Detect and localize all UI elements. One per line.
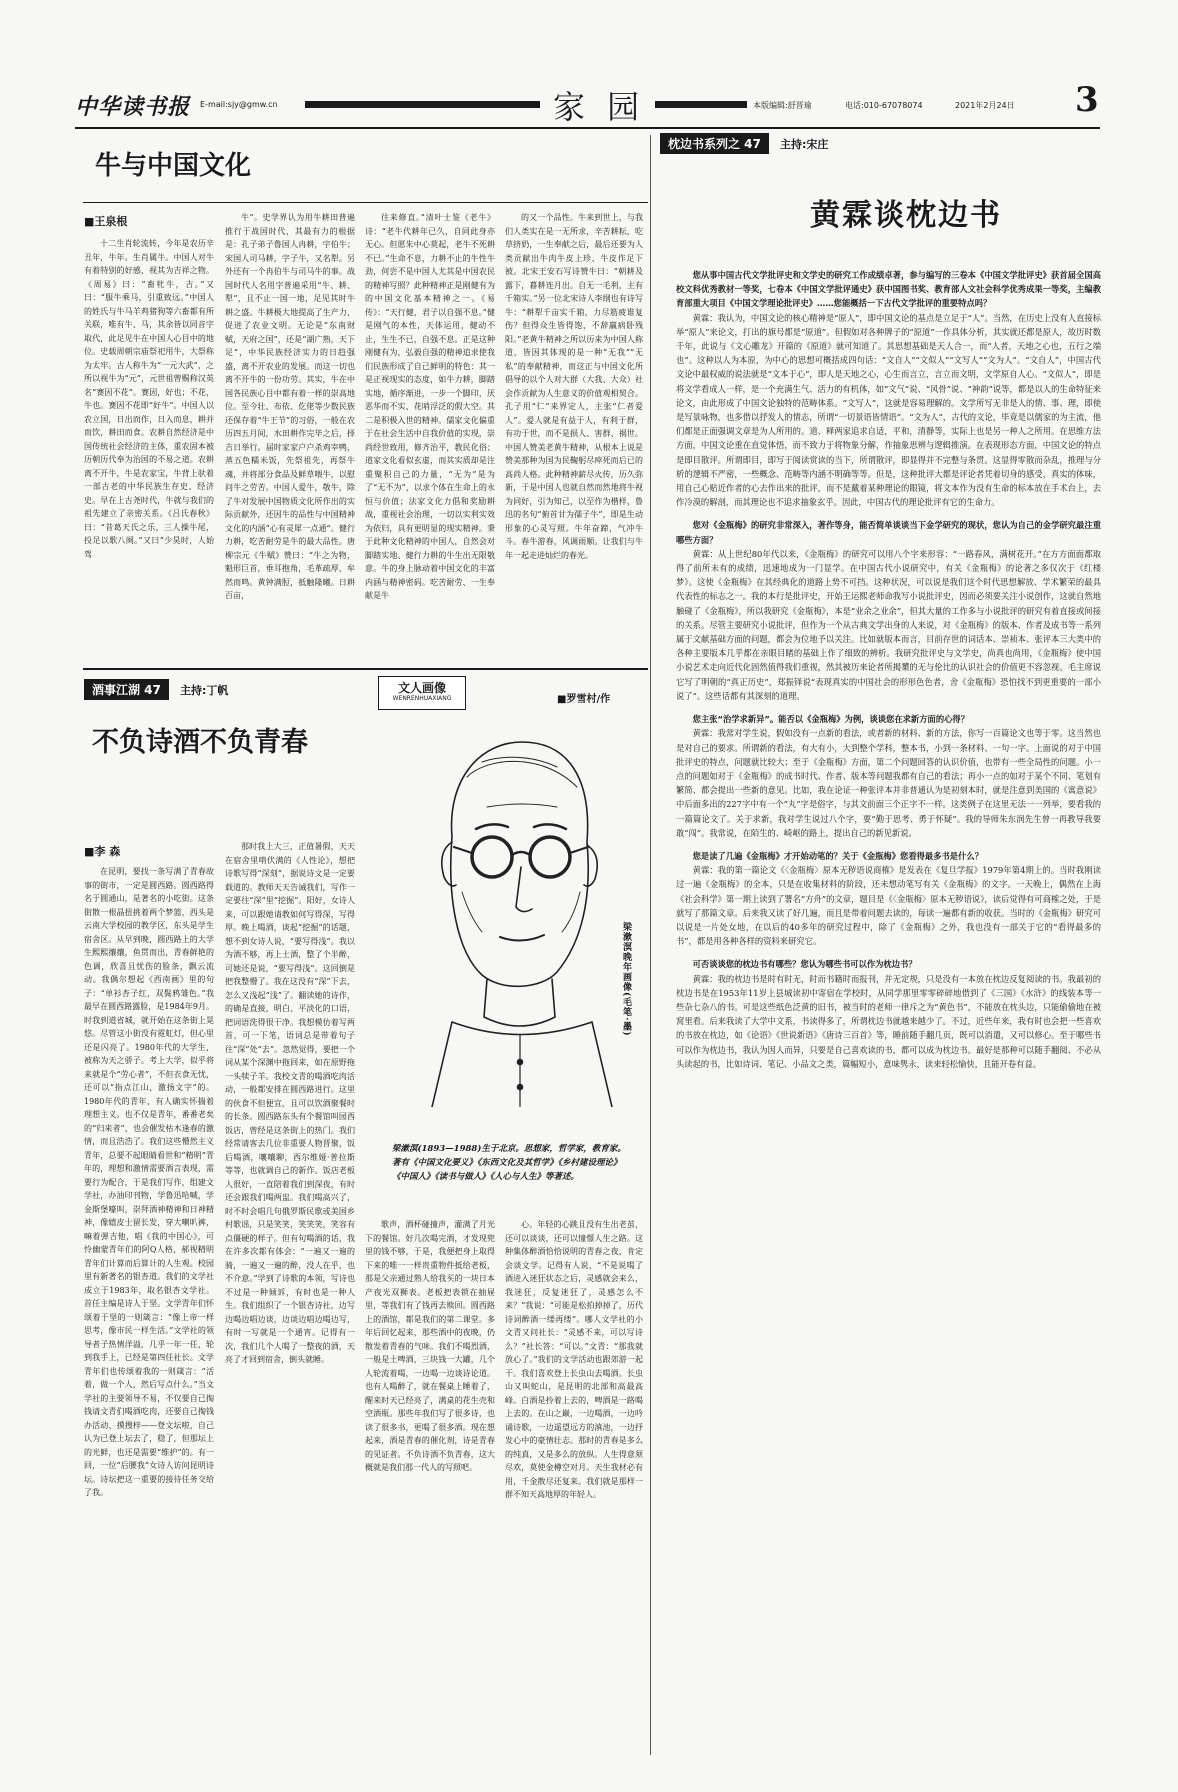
article-books-header — [660, 133, 828, 154]
portrait-glasses-right — [530, 837, 570, 877]
article-books-answer-3: 黄霖：我常对学生说，假如没有一点新的看法，或者新的材料、新的方法，你写一百篇论文也等于零。这当然也是对自己的要求。所谓新的看法，有大有小，大到整个学科，整本书，小到一条材料、一句一字。上面说的对于中国批评史的特点，问题就比较大；至于《金瓶梅》方面，第二个问题回答的认识价值，也带有一些全局性的问题。小一点的问题如对于《金瓶梅》的成书时代、作者、版本等问题我都有自己的看法；再小一点的如对于某个不同、笔划有繁简、都会提出一些新的意见。比如，我在论证一种张评本并非普通认为是初刻本时，就是注意到美国的《寓意说》中后面多出的227字中有一个“丸”字是俗字，与其文前面三个正字不一样。这类例子在这里无法一一列举，要看我的一篇篇论文了。关于求新，我对学生说过八个字，要“勤于思考、勇于怀疑”。我的导师朱东润先生曾一再教导我要敢“闯”。我常说，在陌生的、崎岖的路上，提出自己的新见新说。 — [676, 728, 1101, 838]
masthead-right-bar — [655, 101, 747, 108]
portrait-caption: 梁漱溟(1893—1988)生于北京。思想家，哲学家，教育家。著有《中国文化要义》《东西文化及其哲学》《乡村建设理论》《中国人》《读书与做人》《人心与人生》等著述。 — [392, 1144, 626, 1182]
article-poetry-col3-text: 歌声，酒杯碰撞声，灌满了月光下的餐馆。好几次喝完酒，才发现兜里的钱不够，于是，我便把身上取得下来的唯一一样贵重物件抵给老板，那是父亲通过熟人给我买的一块日本产夜光双狮表。老板把表锁在抽屉里，等我们有了钱再去赎回。圆西路上的酒馆，都是我们的第二课堂。多年后回忆起来，那些酒中的夜晚，仍散发着青春的气味。我们不喝烈酒，一般是土啤酒，三块钱一大罐，几个人轮流着喝，一边喝一边谈诗论道。也有人喝醉了，就在餐桌上睡着了，醒来时天已经亮了，满桌的花生壳和空酒瓶。那些年我们写了很多诗，也读了很多书，更喝了很多酒。现在想起来，酒是青春的催化剂，诗是青春的见证者。不负诗酒不负青春，这大概就是我们那一代人的写照吧。 — [365, 1220, 495, 1472]
masthead-left-bar — [305, 101, 540, 108]
column-host-poetry: 主持:丁帆 — [179, 684, 229, 697]
article-poetry-column-4 — [505, 1218, 643, 1755]
portrait-label-box — [378, 676, 466, 710]
article-books-question-2: 您对《金瓶梅》的研究非常深入，著作等身，能否简单谈谈当下金学研究的现状，您认为自己的金学研究最注重哪些方面？ — [676, 520, 1101, 545]
masthead-date: 2021年2月24日 — [955, 101, 1015, 110]
column-host-books: 主持:宋庄 — [779, 138, 829, 151]
article-poetry-col2-text: 那时我上大三，正值暑假，天天在宿舍里啃伏满的《人性论》，想把诗歌写得“深刻”，据说诗文是一定要载道的。教师天天告诫我们，写作一定要往“深”里“挖掘”。阳好，女诗人来，可以跟她请教如何写得深，写得厚。晚上喝酒，谈起“挖掘”的话题，想不到女诗人说，“要写得浅”。我以为酒不够，再上土酒，整了个半醉，可她还是说，“要写得浅”。这回倒是把我整懵了。我在这没有“深”下去，怎么又浅起“浅”了。翻读她的诗作，的确是直接，明白、平淡化的口语，把词语洗得很干净。我想模仿着写两首，可一下笔，语词总是带着句子往“深”处“去”。忽然觉得，要把一个词从某个深渊中拖回来，如在原野拖一头犊子羊。我校文青的喝酒吃肉活动，一般都安排在圆西路进行。这里的伙食不但便宜，且可以饮酒聚餐时的长条。圆西路东头有个餐馆叫园西饭店，曾经是这条街上的热门。我们经常请客去几位非重要人物晋聚，饭后喝酒，嚷嚷聊，西尔维娅·普拉斯等等，也就调自己的新作。饭店老板人很好，一直陪着我们到深夜，有时还会跟我们喝两盅。我们喝高兴了，时不时会唱几句俄罗斯民歌或美国乡村歌谣，只是笑笑，笑笑笑，笑容有点僵硬的样子。但有句喝酒的话，我在许多次都有体会：“一遍又一遍的骑，一遍又一遍的醉，没人在乎，也不介意。”学到了诗歌的本领，写诗也不过是一种倾诉，有时也是一种人生。我们组织了一个银杏诗社，边写边喝边唱边谈，边谈边唱边喝边写，有时一写就是一个通宵。记得有一次，我们几个人喝了一整夜的酒，天亮了才回到宿舍，倒头就睡。 — [225, 842, 355, 1364]
article-ox-title-rule — [83, 202, 648, 203]
masthead-email: E-mail:sjy@gmw.cn — [200, 100, 278, 109]
article-books-answer-2: 黄霖：从上世纪80年代以来，《金瓶梅》的研究可以用八个字来形容：“一路春风，满树花开。”在方方面面都取得了前所未有的成绩，迅速地成为一门显学。在中国古代小说研究中，有关《金瓶梅》的论著之多仅次于《红楼梦》。这使《金瓶梅》在其经典化的道路上势不可挡。这种状况，可以说是我们这个时代思想解放、学术繁荣的最具代表性的标志之一。我的本行是批评史，开始王运熙老师命我写小说批评史，因而必须要关注小说创作，这就自然地触碰了《金瓶梅》，所以我研究《金瓶梅》，本是“业余之业余”，但其大量的工作多与小说批评的研究有着直接或间接的关系。尽管主要研究小说批评，但作为一个从古典文学出身的人来说，对《金瓶梅》的版本、作者及成书等一系列属于文献基础方面的问题，都会为位地予以关注。比如就版本而言，目前存世的词话本、崇祯本、张评本三大类中的各种主要版本几乎都在亲眼目睹的基础上作了细致的辨析。我研究批评史与文学史，尚真也尚用，《金瓶梅》使中国小说艺术走向近代化固然值得我们重视，然其被历来论者所揭櫫的无与伦比的认识社会的价值更不容忽视。毛主席说它写了明朝的“真正历史”，郑振铎说“表现真实的中国社会的形形色色者，舍《金瓶梅》恐怕找不到更重要的一部小说了”。这些话都有其深刻的道理。 — [676, 548, 1101, 701]
article-ox-column-3 — [365, 211, 495, 657]
portrait-artist: ■罗雪村/作 — [557, 694, 611, 705]
article-books-question-3: 您主张“治学求新异”。能否以《金瓶梅》为例，谈谈您在求新方面的心得？ — [692, 714, 970, 725]
left-section-divider — [83, 668, 648, 670]
portrait-vertical-caption: 梁漱溟晚年画像(毛笔·墨) — [621, 922, 631, 1037]
article-poetry-column-3 — [365, 1218, 495, 1755]
portrait-label: 文人画像 — [397, 681, 446, 695]
masthead-editor: 本版编辑:舒晋瑜 — [753, 101, 812, 110]
article-ox-col4-text: 的又一个品性。牛来到世上，与我们人类实在是一无所求，辛苦耕耘，吃草挤奶，一生奉献之后，最后还要为人类贡献出牛肉牛皮上珍、牛皮作足下被。北宋王安石写诗赞牛曰：“朝耕及露下，暮耕连月出。自无一毛利，主有千箱实。”另一位北宋诗人李纲也有诗写牛：“耕犁千亩实千箱，力尽筋疲谁复伤？但得众生皆得饱，不辞羸病卧残阳。”老黄牛精神之所以历来为中国人称道，皆因其体现的是一种“无我”“无私”的奉献精神，而这正与中国文化所倡导的以个人对大群（大我、大众）社会作贡献为人生意义的价值观相契合。孔子用“仁”来界定人，主张“仁者爱人”。爱人就是有益于人，有利于群，有功于世，而不是损人、害群、祸世。中国人赞美老黄牛精神，从根本上说是赞美那种为国为民鞠躬尽瘁死而后已的高尚人格。此种精神薪尽火传，历久弥新，于是中国人也就自然而然地将牛视为同好，引为知己，以至作为楷样，鲁迅的名句“俯首甘为孺子牛”，即是生动形象的心灵写照。牛年奋蹄，气冲牛斗。春牛游春，风调雨顺。让我们与牛年一起走进灿烂的春光。 — [505, 213, 643, 560]
article-books-question-4: 您是读了几遍《金瓶梅》才开始动笔的？关于《金瓶梅》您看得最多书是什么？ — [692, 850, 983, 861]
page-number: 3 — [1075, 80, 1099, 120]
section-title: 家 园 — [553, 88, 646, 126]
article-ox-col1-text: 十二生肖轮流转，今年是农历辛丑年，牛年。生肖属牛。中国人对牛有着特别的好感，视其为吉祥之物。《周易》曰：“畜牝牛，吉。”又曰：“服牛乘马，引重致远。”中国人的姓氏与牛马羊鸡猪狗等六畜都有所关联，唯有牛、马，其余皆以同音字取代，此足见牛在中国人心目中的地位。史载周朝宗庙祭祀用牛，大祭称为太牢。古人称牛为“一元大武”，之所以视牛为“元”，元世祖曾赐称汉英名“赛因不花”。赛因，好也；不花，牛也。赛因不花即“好牛”。中国人以农立国，日出而作，日入而息，耕并而饮，耕田而食。农耕自然经济是中国传统社会经济的主体，重农固本被历朝历代奉为治国的不易之道。农耕离不开牛，牛是农家宝，牛背上驮着一部古老的中华民族生存史、经济史。早在上古尧时代，牛就与我们的祖先建立了亲密关系。《吕氏春秋》曰：“昔葛天氏之乐，三人操牛尾，投足以歌八阕。”又曰“少昊时，人始驾 — [84, 239, 214, 559]
article-poetry-col4-text: 心。年轻的心跳且没有生出老茧，还可以谈谈，还可以憧憬人生之路。这种集体醉酒恰恰说明的青春之夜，肯定会谈文学。记得有人说，“不是说喝了酒进入迷狂状态之后，灵感就会来么，我迷狂，反复迷狂了，灵感怎么不来？”我说：“可能是松拍掉掉了，历代诗词醉酒一缕再缕”。哪人文学社的小文青又问社长：“灵感不来，可以写诗么？”社长答：“可以。”文青：“那我就放心了。”我们的文学活动也跟郊游一起干。我们喜欢登上长虫山去喝酒。长虫山又叫蛇山，是昆明的北部和高最高峰。白酒是拎着上去的，啤酒是一路喝上去的。在山之巅，一边喝酒，一边吟诵诗歌，一边遥望远方的滇池，一边抒发心中的豪情壮志。那时的青春是多么的纯真，又是多么的放纵。人生得意须尽欢，莫使金樽空对月。天生我材必有用，千金散尽还复来。我们就是那样一群不知天高地厚的年轻人。 — [505, 1220, 643, 1499]
article-books-body — [676, 268, 1101, 1753]
portrait-glasses-bridge — [512, 852, 530, 855]
masthead — [75, 80, 1100, 128]
article-ox-column-4 — [505, 211, 643, 657]
article-books-title: 黄霖谈枕边书 — [810, 198, 1002, 233]
article-ox-column-2 — [225, 211, 355, 657]
portrait-box — [372, 672, 644, 1202]
portrait-drawing — [392, 717, 632, 1107]
portrait-label-en: WENRENHUAXIANG — [392, 695, 452, 702]
article-ox-title: 牛与中国文化 — [95, 151, 252, 181]
portrait-mouth — [500, 935, 544, 941]
portrait-nose — [516, 867, 532, 912]
article-books-intro: 您从事中国古代文学批评史和文学史的研究工作成绩卓著，参与编写的三卷本《中国文学批评史》获首届全国高校文科优秀教材一等奖，七卷本《中国文学批评通史》获中国图书奖、教育部人文社会科学优秀成果一等奖，主编教育部重大项目《中国文学理论批评史》……您能概括一下古代文学批评的重要特点吗？ — [676, 270, 1101, 309]
article-books-question-5: 可否谈谈您的枕边书有哪些？您认为哪些书可以作为枕边书？ — [692, 959, 917, 970]
article-ox-col3-text: 往来修直。”清叶士鉴《老牛》诗：“老牛代耕年已久，自同此身亦无心。但愿朱中心莫起，老牛不死耕不已。”生命不息，力耕不止的牛性牛劲，何尝不是中国人尤其是中国农民的精神写照？此种精神正是刚健有为的中国文化基本精神之一。《易传》：“天行健，君子以自强不息。”健是刚气的本性，天体运用，健动不止，生生不已，自强不息。正是这种刚健有为，弘毅自强的精神追求使我们民族形成了自己鲜明的特色：其一是正视现实的态度，如牛力耕，脚踏实地，循序渐进，一步一个脚印，厌恶华而不实、花哨浮泛的假大空。其二是积极入世的精神。儒家文化偏重于在社会生活中自我价值的实现，崇尚经世致用，修齐治平，教民化俗；道家文化看似玄虚，而其实质却是注重聚积自己的力量，“无为”是为了“无不为”，以求个体在生命上的永恒与价值；法家文化力倡和奖励耕战，重视社会治理，一切以实利实效为依归，具有更明显的现实精神。秉于此种文化精神的中国人，自然会对脚踏实地、健行力耕的牛生出无限敬意。牛的身上脉动着中国文化的丰富内涵与精神密码。吃苦耐劳、一生奉献是牛 — [365, 213, 495, 600]
page-vertical-divider — [650, 135, 651, 1755]
article-books-answer-1: 黄霖：我认为，中国文论的核心精神是“原人”，即中国文论的基点是立足于“人”。当然，在历史上没有人直接标举“原人”来论文，打出的旗号都是“原道”。但假如对各种牌子的“原道”一作具体分析，其实就还都是原人，故历时数千年，此说与《文心雕龙》开篇的《原道》就可知道了。其思想基础是天人合一，而“人者，天地之心也，五行之端也”。这种以人为本原，为中心的思想可概括成四句话：“文自人”“文似人”“文写人”“文为人”。“文自人”，中国古代文论中最权威的说法就是“文本于心”，即人是天地之心，心生而言立，言立而文明，文学原自人心。“文似人”，即是将文学看成人一样，是一个充满生气、活力的有机体，如“文气”说、“风骨”说、“神韵”说等，都是以人的生命特征来论文，由此形成了中国文论独特的范畴体系。“文写人”，这就是容易理解的。文学所写无非是人的情、事、理，即使是写景咏物，也多借以抒发人的情志，所谓“一切景语皆情语”。“文为人”，古代的文论，毕竟是以儒家的为主流，他们都是正面强调文章是为人所用的。道、释两家追求自适，平和，清静等，实际上也是另一种人之所用。在思维方法方面，中国文论重在直觉体悟，而不致力于将物象分解，作抽象思辨与逻辑推演。在表现形态方面，中国文论的特点是即目散评。所谓即目，即写于阅读赏读的当下，所谓散评，即显得并不完整与条贯。这显得零散而杂乱，推理与分析的逻辑不严密，一些概念、范畴等内涵不明确等等。但是，这种批评大都是评论者凭着切身的感受，真实的体味，用自己心贴近作者的心去作出来的批评，而不是戴着某种理论的眼镜，将文本作为没有生命的标本放在手术台上，去作冷漠的解剖，而其理论也不追求抽象玄乎。因此，中国古代的理论批评有它的生命力。 — [676, 312, 1101, 508]
article-books-answer-4: 黄霖：我的第一篇论文《〈金瓶梅〉原本无秽语说商榷》是发表在《复旦学报》1979年第4期上的。当时我刚读过一遍《金瓶梅》的全本，只是在收集材料的阶段，还未想动笔写有关《金瓶梅》的文字。一天晚上，偶然在上海《社会科学》第一期上读到了署名“方舟”的文章，题目是《〈金瓶梅〉原本无秽语说》，读后觉得有可商榷之处，于是就写了那篇文章。后来我又读了好几遍，而且是带着问题去读的，每读一遍都有新的收获。当时的《金瓶梅》研究可以说是一片处女地，在以后的40多年的研究过程中，除了《金瓶梅》之外，我也没有一部关于它的“看得最多的书”，都是用各种各样的资料来研究它。 — [676, 865, 1101, 947]
article-ox-col2-text: 牛”。史学界认为用牛耕田普遍推行于战国时代，其最有力的根据是：孔子弟子鲁国人冉耕，字伯牛；宋国人司马耕，字子牛，又名犁。另外还有一个冉伯牛与司马牛的事。战国时代人名用字普遍采用“牛、耕、犁”，且不止一国一地，足见其时牛耕之盛。牛耕极大地提高了生产力，促进了农业文明。无论是“东南财赋，天府之国”，还是“湖广熟，天下足”，中华民族经济实力的日趋强盛，离不开农业的发展。而这一切也离不开牛的一份功劳。其实，牛在中国各民族心目中都有着一样的崇高地位。至今壮、布依、仡佬等少数民族还保存着“牛王节”的习俗，一般在农历四五月间，水田耕作完毕之后，择吉日举行。届时家家户户杀鸡宰鸭，蒸五色糯米饭，先祭祖先，再祭牛魂，并将部分食品及鲜草喂牛，以慰问牛之劳苦。中国人爱牛，敬牛，除了牛对发展中国物质文化所作出的实际贡献外，还因牛的品性与中国精神文化的内涵“心有灵犀一点通”。健行力耕，吃苦耐劳是牛的最大品性。唐柳宗元《牛赋》赞曰：“牛之为物，魁形巨首，垂耳抱角，毛革疏厚，牟然而鸣。黄钟满脰，抵触隆曦。日耕百亩， — [225, 213, 355, 600]
article-ox-author: ■王泉根 — [84, 215, 128, 228]
column-tag-jiushi: 酒事江湖 47 — [84, 679, 169, 700]
article-ox-column-1 — [84, 237, 214, 657]
article-poetry-col1-text: 在昆明，要找一条写满了青春故事的街市，一定是圆西路。圆西路得名于圆通山，是著名的小吃街。这条街散一根晶扭挑着两个梦篮，西头是云南大学校园的教学区，东头是学生宿舍区。从早到晚，圆西路上的大学生熙熙攘攘，鱼贯而出，青春鲜艳的色调，欣喜且忧伤的脸条，飘云流动。我偶尔想起《西南画》里的句子：“单衫杏子红，双鬓鸦雏色。”我最早在圆西路露脸，是1984年9月。时我到道省城，就开始在这条街上晃悠。尽管这小街没有霓虹灯，但心里还是闪亮了。1980年代的大学生，被称为天之骄子。考上大学，似乎将来就是个“劳心者”，不但衣食无忧，还可以“指点江山，激扬文字”的。1980年代的青年，有人确实怀揣着理想主义。也不仅是青年，番番老矣的“归来者”，也会催发枯木逢春的激情，而且浩浩了。我们这些懵然主义青年，总要不起眼睛看世和“精明”青年的，理想和激情需要酒言表现，需要行为配合，于是我们写作，组建文学社，办油印刊物，学鲁迅哈喊，学金斯堡嚎叫，崇拜酒神精神和日神精神，像嬉皮士留长发，穿大喇叭裤，嘛着弹吉他，唱《我的中国心》，可怜幽蒙青年们的阿Q人格，郝视精明青年们计算而后算计的人生观。校园里有新著名的银杏道。我们的文学社成立于1983年，取名银杏文学社。首任主编是诗人于坚。文学青年们怀颂着于坚的一则箴言：“像上帝一样思考，像市民一样生活。”文学社的领导者子热情洋溢，几乎一年一任，轮到我手上，已经是第四任社长。文学青年们也传颂着我的一则箴言：“活着，做一个人，然后写点什么。”当文学社的主要领导不易，不仅要自己掏钱请文青们喝酒吃肉，还要自己掏钱办活动、摸搜梓——登文坛啦，自己认为已登上坛去了，稳了，但那坛上的光鲜，也还是需要“维护”的。有一回，一位“后腰我”女诗人访问昆明诗坛。诗坛把这一重要的接待任务交给了我。 — [84, 867, 214, 1497]
masthead-phone: 电话:010-67078074 — [845, 101, 923, 110]
portrait-hair — [467, 757, 577, 787]
article-poetry-column-1 — [84, 865, 214, 1755]
article-poetry-header — [84, 679, 228, 700]
article-poetry-column-2 — [225, 840, 355, 1755]
article-books-answer-5: 黄霖：我的枕边书是时有时无，时而书籍时而报刊，并无定规，只是没有一本放在枕边反复阅读的书。我最初的枕边书是在1953年11岁上县城读初中寄宿在学校时，从同学那里零零碎碎地借到了《三国》《水浒》的线装本等一些杂七杂八的书。可是这些纸色泛黄的旧书，被当时的老师一律斥之为“黄色书”，不能放在枕头边，只能偷偷地在被窝里看。后来我读了大学中文系，书读得多了，所谓枕边书就越来越少了。不过，近些年来，我有时也会把一些喜欢的书放在枕边，如《论语》《世说新语》《唐诗三百首》等，睡前随手翻几页，既可以消遣，又可以修心。至于哪些书可以作为枕边书，我认为因人而异，只要是自己喜欢读的书，都可以成为枕边书。最好是那种可以随手翻阅、不必从头读起的书，比如诗词、笔记、小品文之类，篇幅短小，意味隽永，读来轻松愉快，且能开卷有益。 — [676, 973, 1101, 1069]
column-tag-zhenbian: 枕边书系列之 47 — [660, 133, 769, 154]
article-poetry-author: ■李 森 — [84, 845, 121, 858]
article-poetry-title: 不负诗酒不负青春 — [92, 727, 308, 758]
masthead-underline — [75, 127, 1100, 129]
portrait-glasses-left — [472, 837, 512, 877]
newspaper-logo: 中华读书报 — [75, 94, 191, 120]
